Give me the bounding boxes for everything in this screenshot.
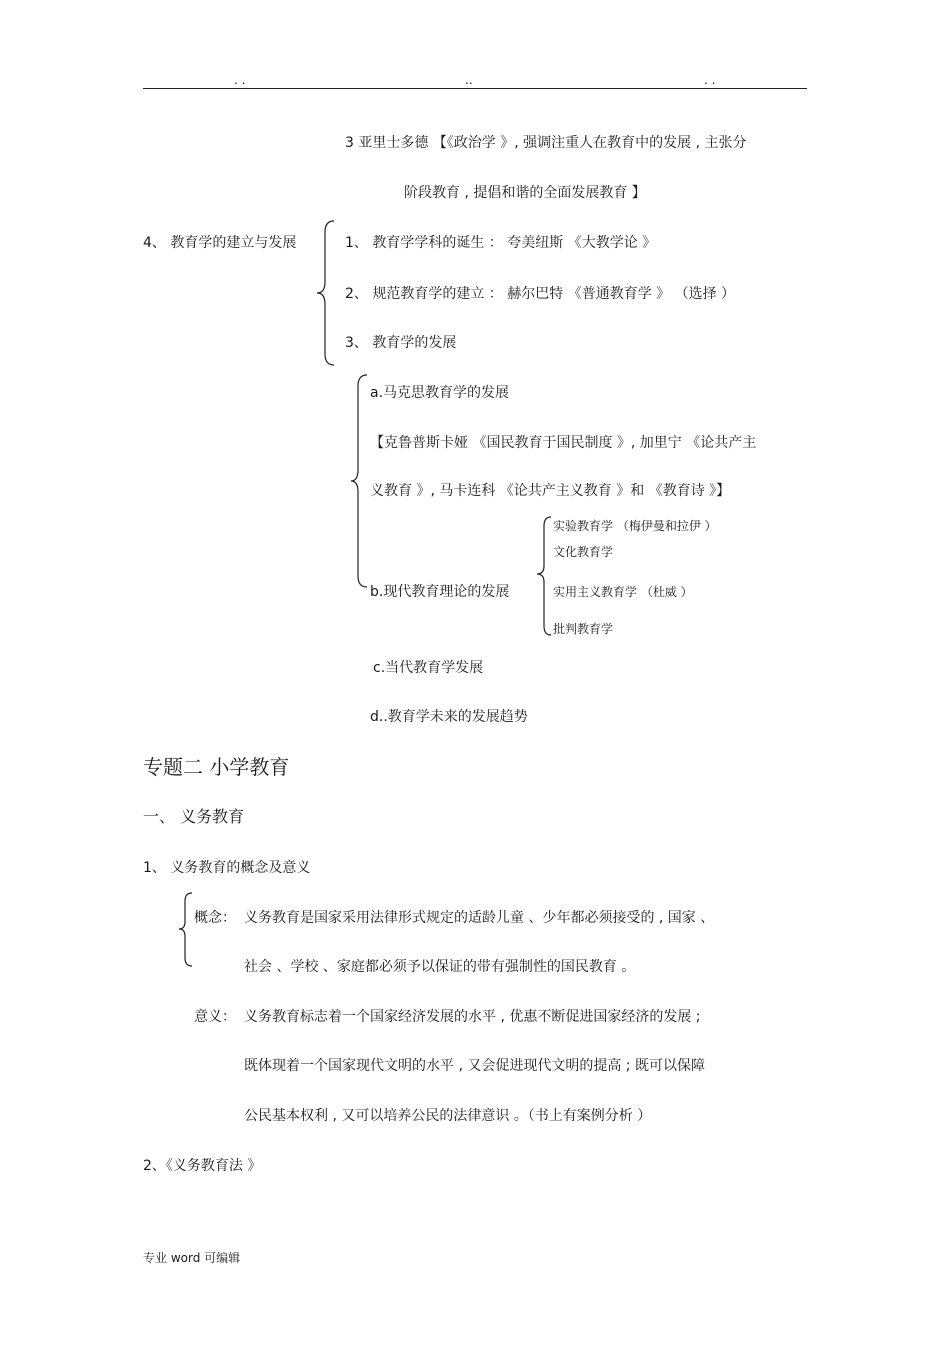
concept-label: 概念： — [194, 910, 236, 926]
header-dots-mid: .. — [465, 73, 473, 87]
header-rule — [143, 88, 807, 89]
meaning-line-3: 公民基本权利 , 又可以培养公民的法律意识 。（书上有案例分析 ） — [244, 1108, 652, 1124]
development-a-detail-1: 【克鲁普斯卡娅 《国民教育于国民制度 》, 加里宁 《论共产主 — [370, 435, 757, 451]
footer-note: 专业 word 可编辑 — [143, 1251, 241, 1265]
topic-2-title: 专题二 小学教育 — [143, 755, 290, 779]
section-4-item-3: 3、 教育学的发展 — [345, 335, 457, 351]
concept-line-1: 义务教育是国家采用法律形式规定的适龄儿童 、少年都必须接受的 , 国家 、 — [244, 910, 715, 926]
development-brace — [350, 374, 370, 588]
meaning-label: 意义： — [194, 1009, 236, 1025]
development-b-sub-1: 实验教育学 （梅伊曼和拉伊 ） — [553, 519, 717, 533]
section-4-item-2: 2、 规范教育学的建立 ： 赫尔巴特 《普通教育学 》 （选择 ） — [345, 286, 736, 302]
development-a-label: a.马克思教育学的发展 — [370, 385, 510, 401]
topic-2-item-1: 1、 义务教育的概念及意义 — [143, 860, 311, 876]
topic-2-item-2: 2、《义务教育法 》 — [143, 1158, 262, 1174]
aristotle-line-2: 阶段教育 , 提倡和谐的全面发展教育 】 — [404, 185, 646, 201]
section-4-brace — [316, 220, 338, 366]
concept-brace — [178, 892, 194, 968]
development-a-detail-2: 义教育 》, 马卡连科 《论共产主义教育 》和 《教育诗 》】 — [370, 483, 731, 499]
section-4-title: 4、 教育学的建立与发展 — [143, 235, 297, 251]
concept-line-2: 社会 、学校 、家庭都必须予以保证的带有强制性的国民教育 。 — [244, 959, 636, 975]
development-b-brace — [536, 516, 554, 636]
development-d-label: d..教育学未来的发展趋势 — [370, 709, 528, 725]
development-b-label: b.现代教育理论的发展 — [370, 584, 510, 600]
development-c-label: c.当代教育学发展 — [373, 660, 484, 676]
section-4-item-1: 1、 教育学学科的诞生 ： 夸美纽斯 《大教学论 》 — [345, 235, 657, 251]
development-b-sub-2: 文化教育学 — [553, 545, 614, 559]
meaning-line-2: 既体现着一个国家现代文明的水平 , 又会促进现代文明的提高 ; 既可以保障 — [244, 1058, 705, 1074]
aristotle-line-1: 3 亚里士多德 【《政治学 》, 强调注重人在教育中的发展 , 主张分 — [345, 135, 747, 151]
development-b-sub-3: 实用主义教育学 （杜威 ） — [553, 585, 693, 599]
header-dots-right: . . — [704, 73, 716, 87]
meaning-line-1: 义务教育标志着一个国家经济发展的水平 , 优惠不断促进国家经济的发展 ; — [244, 1009, 701, 1025]
header-dots-left: . . — [234, 73, 246, 87]
development-b-sub-4: 批判教育学 — [553, 622, 614, 636]
topic-2-subheading: 一、 义务教育 — [143, 807, 245, 826]
